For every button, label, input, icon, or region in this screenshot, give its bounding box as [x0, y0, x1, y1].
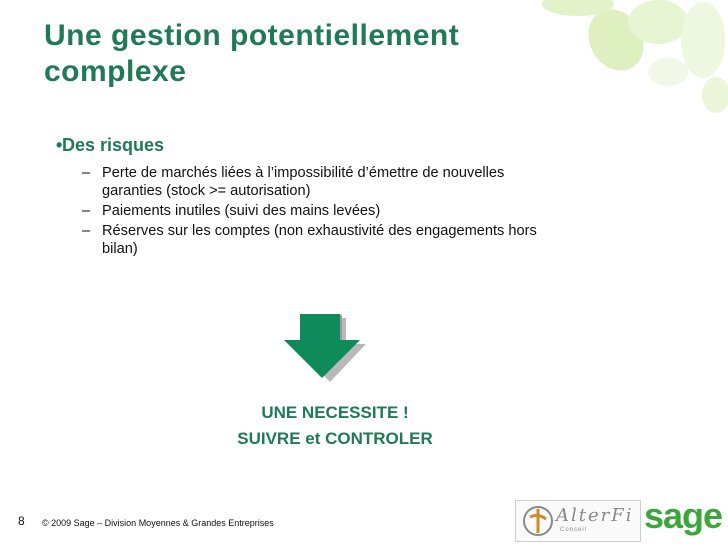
sub-bullet-text: Perte de marchés liées à l’impossibilité d’émettre de nouvelles: [102, 165, 505, 181]
slide-title: [44, 18, 564, 90]
down-arrow-icon: [274, 312, 370, 384]
sub-bullet-item: [56, 222, 616, 258]
sub-bullet-item: [56, 164, 616, 200]
callout-line-2: SUIVRE et CONTROLER: [237, 429, 433, 448]
sage-logo: sage: [644, 495, 723, 536]
alterfi-logo: [515, 500, 641, 542]
main-bullet: [56, 134, 616, 156]
alterfi-subtitle: Conseil: [560, 527, 588, 533]
bullet-dot-icon: •: [56, 135, 63, 155]
copyright-text: © 2009 Sage – Division Moyennes & Grandes Entreprises: [42, 518, 274, 528]
sub-bullet-text: Paiements inutiles (suivi des mains levées): [102, 203, 381, 219]
sub-bullet-item: [56, 202, 616, 220]
callout: [180, 400, 490, 452]
dash-icon: –: [82, 165, 91, 181]
alterfi-wordmark: AlterFi: [556, 505, 634, 526]
callout-line-1: UNE NECESSITE !: [261, 403, 409, 422]
title-line-2: complexe: [44, 55, 187, 88]
sub-bullet-text-continued: garanties (stock >= autorisation): [102, 183, 311, 199]
alterfi-emblem-icon: [520, 503, 556, 539]
sub-bullet-list: [56, 164, 616, 258]
dash-icon: –: [82, 203, 91, 219]
title-line-1: Une gestion potentiellement: [44, 19, 460, 52]
sub-bullet-text-continued: bilan): [102, 241, 138, 257]
bullet-list: [56, 134, 616, 260]
dash-icon: –: [82, 223, 91, 239]
main-bullet-text: Des risques: [62, 135, 165, 155]
page-number: 8: [18, 514, 25, 528]
sub-bullet-text: Réserves sur les comptes (non exhaustivité des engagements hors: [102, 223, 537, 239]
